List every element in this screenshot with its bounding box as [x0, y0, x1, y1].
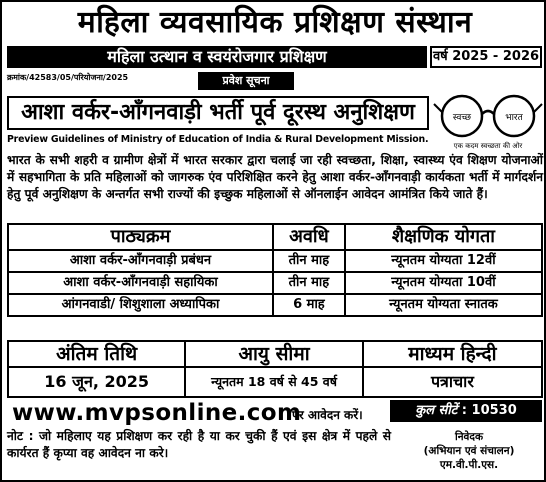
logo-right-word: भारत	[505, 113, 523, 123]
course-duration: तीन माह	[273, 272, 345, 294]
table-row	[8, 272, 542, 294]
course-qualification: न्यूनतम योग्यता स्नातक	[345, 294, 542, 316]
total-seats-badge	[390, 400, 542, 422]
course-qualification: न्यूनतम योग्यता 12वीं	[345, 250, 542, 272]
issuer-line-2: (अभियान एवं संचालन)	[423, 445, 515, 457]
age-limit-value: न्यूनतम 18 वर्ष से 45 वर्ष	[185, 367, 363, 397]
issuer-line-1: निवेदक	[454, 431, 484, 443]
website-link[interactable]: www.mvpsonline.com	[12, 400, 302, 426]
course-duration: 6 माह	[273, 294, 345, 316]
intro-paragraph: भारत के सभी शहरी व ग्रामीण क्षेत्रों में भारत सरकार द्वारा चलाई जा रही स्वच्छता, शिक्षा, स्वास्थ्य एंव शिक्षण योजनाओं में सहभागिता के प्रति महिलाओं को जागरुक एंव परिशिक्षित करने हेतु आशा वर्कर-आँगनवाड़ी कार्यकता भर्ती में मार्गदर्शन हेतु पूर्व अनुशिक्षण के अन्तर्गत सभी राज्यों की इच्छुक महिलाओं से ऑनलाईन आवेदन आमंत्रित किये जाते हैं।	[7, 153, 543, 201]
table-row	[8, 294, 542, 316]
note-text: नोट : जो महिलाए यह प्रशिक्षण कर रही है या कर चुकी हैं एवं इस क्षेत्र में पहले से कार्यरत हैं कृप्या वह आवेदन ना करे।	[7, 429, 391, 460]
issuer-line-3: एम.वी.पी.एस.	[439, 459, 499, 471]
last-date-value: 16 जून, 2025	[8, 367, 185, 397]
page-title: महिला व्यवसायिक प्रशिक्षण संस्थान	[77, 5, 473, 40]
course-name: आशा वर्कर-आँगनवाड़ी सहायिका	[8, 272, 273, 294]
website-suffix: पर आवेदन करें।	[292, 408, 363, 422]
logo-left-word: स्वच्छ	[452, 113, 472, 123]
course-qualification: न्यूनतम योग्यता 10वीं	[345, 272, 542, 294]
table-row	[8, 250, 542, 272]
course-table	[7, 223, 543, 317]
info-table-header	[8, 341, 542, 367]
spectacles-icon	[432, 92, 544, 148]
info-table	[7, 340, 543, 398]
program-title: आशा वर्कर-आँगनवाड़ी भर्ती पूर्व दूरस्थ अनुशिक्षण	[7, 96, 429, 130]
admission-notice-badge: प्रवेश सूचना	[198, 72, 294, 90]
header-duration: अवधि	[273, 224, 345, 250]
session-year: वर्ष 2025 - 2026	[430, 46, 542, 68]
course-duration: तीन माह	[273, 250, 345, 272]
header-medium: माध्यम हिन्दी	[363, 341, 542, 367]
reference-number: क्रमांक/42583/05/परियोजना/2025	[7, 73, 129, 82]
total-seats-label: कुल सीटें	[415, 403, 458, 418]
info-table-values	[8, 367, 542, 397]
course-name: आशा वर्कर-आँगनवाड़ी प्रबंधन	[8, 250, 273, 272]
preview-guidelines: Preview Guidelines of Ministry of Education of India & Rural Development Mission.	[7, 134, 429, 145]
swachh-bharat-logo	[432, 92, 544, 148]
medium-value: पत्राचार	[363, 367, 542, 397]
header-qualification: शैक्षणिक योगता	[345, 224, 542, 250]
subtitle-banner: महिला उत्थान व स्वयंरोजगार प्रशिक्षण	[7, 46, 427, 68]
course-table-header	[8, 224, 542, 250]
header-age-limit: आयु सीमा	[185, 341, 363, 367]
header-last-date: अंतिम तिथि	[8, 341, 185, 367]
course-name: आंगनवाडी/ शिशुशाला अध्यापिका	[8, 294, 273, 316]
logo-tagline: एक कदम स्वच्छता की ओर	[453, 142, 523, 150]
issuer-block	[396, 430, 542, 472]
header-course: पाठ्यक्रम	[8, 224, 273, 250]
total-seats-value: : 10530	[461, 403, 517, 418]
